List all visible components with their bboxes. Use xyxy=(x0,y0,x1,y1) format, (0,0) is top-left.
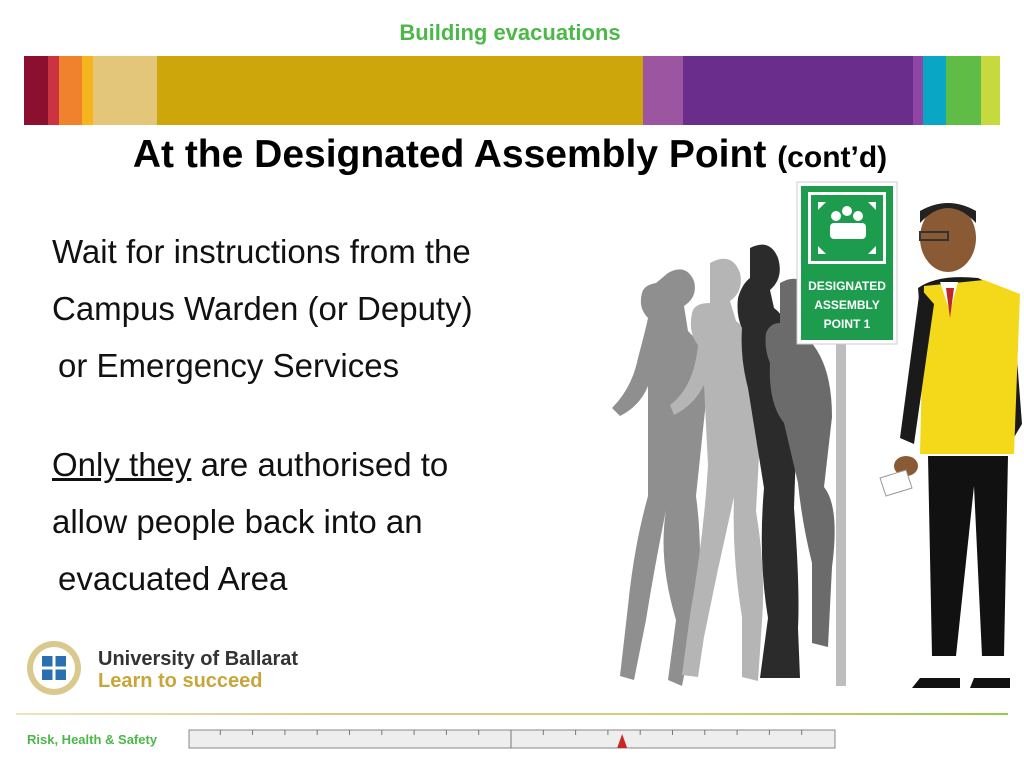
paragraph-instructions xyxy=(52,223,473,394)
paragraph1-line: Wait for instructions from the xyxy=(52,233,471,270)
sign-line: ASSEMBLY xyxy=(814,298,880,312)
paragraph-authorisation xyxy=(52,436,448,607)
slide-title-main: At the Designated Assembly Point xyxy=(132,133,767,176)
signpost-pole xyxy=(836,338,846,686)
logo-tagline: Learn to succeed xyxy=(98,670,263,692)
footer-label: Risk, Health & Safety xyxy=(27,732,158,747)
paragraph1-line: Campus Warden (or Deputy) xyxy=(52,290,473,327)
header-title: Building evacuations xyxy=(399,20,621,45)
emphasis-only-they: Only they xyxy=(52,446,192,483)
logo-university-name: University of Ballarat xyxy=(98,648,299,670)
slide-title-suffix: (cont’d) xyxy=(777,141,888,174)
paragraph2-rest: are authorised to xyxy=(200,446,449,483)
color-band xyxy=(24,56,1000,125)
warden-figure xyxy=(880,203,1022,688)
footer-divider xyxy=(16,713,1008,715)
sign-line: DESIGNATED xyxy=(808,279,886,293)
assembly-point-sign xyxy=(797,182,897,344)
paragraph1-line: or Emergency Services xyxy=(58,347,400,384)
paragraph2-line: evacuated Area xyxy=(58,560,288,597)
slide-progress-bar[interactable] xyxy=(188,729,836,749)
sign-line: POINT 1 xyxy=(823,317,871,331)
paragraph2-line xyxy=(52,436,448,493)
slide-title xyxy=(0,133,1020,177)
progress-track xyxy=(189,730,835,748)
paragraph2-line: allow people back into an xyxy=(52,503,423,540)
assembly-point-illustration xyxy=(580,178,1024,708)
